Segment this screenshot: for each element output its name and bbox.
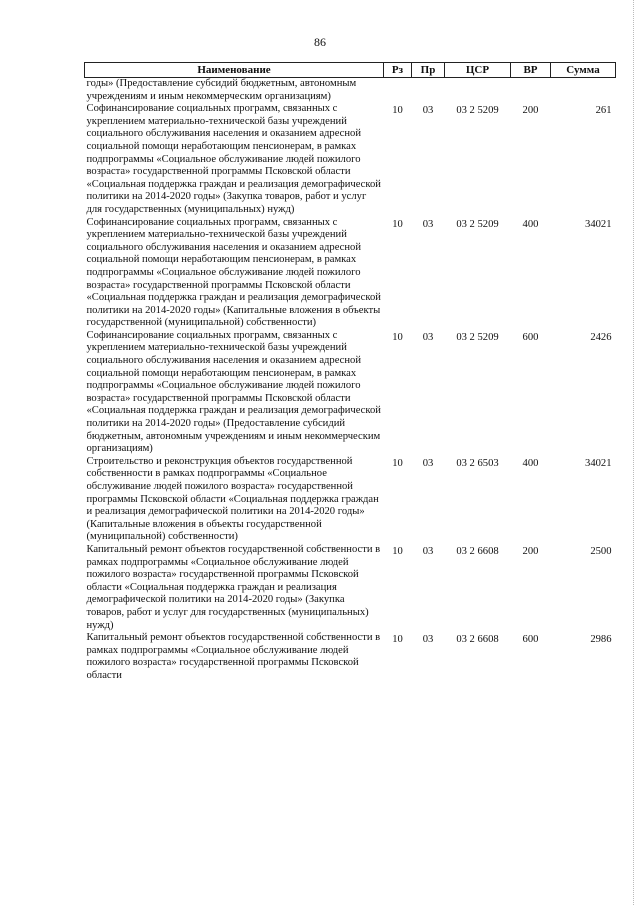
row-vr: 200 (522, 105, 539, 117)
table-row (85, 103, 616, 216)
budget-table (84, 62, 616, 683)
row-name: Строительство и реконструкция объектов государственной собственности в рамках подпрограммы «Социальное обслуживание людей пожилого возраста» государственной программы Псковской области «Социальная поддержка граждан и реализация демографической политики на 2014-2020 годы» (Капитальные вложения в объекты государственной (муниципальной) собственности) (86, 455, 379, 543)
row-csr: 03 2 6608 (456, 634, 499, 646)
row-sum: 34021 (585, 457, 612, 469)
row-sum: 34021 (585, 218, 612, 230)
row-rz: 10 (392, 545, 403, 557)
table-row (85, 632, 616, 682)
row-csr: 03 2 5209 (456, 331, 499, 343)
row-name: Софинансирование социальных программ, связанных с укреплением материально-технической базы учреждений социального обслуживания населения и оказанием адресной социальной помощи неработающим пенсионерам, в рамках подпрограммы «Социальное обслуживание людей пожилого возраста» государственной программы Псковской области «Социальная поддержка граждан и реализация демографической политики на 2014-2020 годы» (Предоставление субсидий бюджетным, автономным учреждениям и иным некоммерческим организациям) (86, 329, 381, 455)
row-sum: 2500 (590, 545, 612, 557)
row-sum: 2986 (590, 634, 612, 646)
row-rz: 10 (392, 105, 403, 117)
row-name: Капитальный ремонт объектов государственной собственности в рамках подпрограммы «Социальное обслуживание людей пожилого возраста» государственной программы Псковской области «Социальная поддержка граждан и реализация демографической политики на 2014-2020 годы» (Закупка товаров, работ и услуг для государственных (муниципальных) нужд) (86, 543, 381, 631)
continuation-row (85, 78, 616, 104)
row-rz: 10 (392, 331, 403, 343)
row-pr: 03 (422, 457, 434, 469)
table-row (85, 330, 616, 456)
row-csr: 03 2 5209 (456, 218, 499, 230)
row-csr: 03 2 5209 (456, 105, 499, 117)
row-vr: 600 (522, 634, 539, 646)
row-pr: 03 (422, 105, 434, 117)
row-pr: 03 (422, 634, 434, 646)
header-csr: ЦСР (445, 63, 511, 78)
header-vr: ВР (511, 63, 551, 78)
row-vr: 400 (522, 457, 539, 469)
row-vr: 600 (522, 331, 539, 343)
scan-edge-line (632, 0, 634, 905)
header-pr: Пр (412, 63, 445, 78)
table-row (85, 544, 616, 632)
table-row (85, 217, 616, 330)
row-vr: 400 (522, 218, 539, 230)
row-name: Софинансирование социальных программ, связанных с укреплением материально-технической базы учреждений социального обслуживания населения и оказанием адресной социальной помощи неработающим пенсионерам, в рамках подпрограммы «Социальное обслуживание людей пожилого возраста» государственной программы Псковской области «Социальная поддержка граждан и реализация демографической политики на 2014-2020 годы» (Капитальные вложения в объекты государственной (муниципальной) собственности) (86, 216, 381, 329)
row-sum: 261 (595, 105, 612, 117)
continuation-text: годы» (Предоставление субсидий бюджетным, автономным учреждениям и иным некоммерческим организациям) (86, 78, 357, 102)
row-rz: 10 (392, 218, 403, 230)
row-pr: 03 (422, 331, 434, 343)
header-name: Наименование (85, 63, 384, 78)
row-csr: 03 2 6503 (456, 457, 499, 469)
row-name: Капитальный ремонт объектов государственной собственности в рамках подпрограммы «Социальное обслуживание людей пожилого возраста» государственной программы Псковской области (86, 632, 381, 681)
row-sum: 2426 (590, 331, 612, 343)
row-rz: 10 (392, 457, 403, 469)
row-vr: 200 (522, 545, 539, 557)
page-number: 86 (314, 35, 326, 49)
row-pr: 03 (422, 218, 434, 230)
row-pr: 03 (422, 545, 434, 557)
header-rz: Рз (384, 63, 412, 78)
row-name: Софинансирование социальных программ, связанных с укреплением материально-технической базы учреждений социального обслуживания населения и оказанием адресной социальной помощи неработающим пенсионерам, в рамках подпрограммы «Социальное обслуживание людей пожилого возраста» государственной программы Псковской области «Социальная поддержка граждан и реализация демографической политики на 2014-2020 годы» (Закупка товаров, работ и услуг для государственных (муниципальных) нужд) (86, 103, 381, 215)
row-rz: 10 (392, 634, 403, 646)
table-header-row (85, 63, 616, 78)
table-row (85, 456, 616, 544)
header-sum: Сумма (551, 63, 616, 78)
row-csr: 03 2 6608 (456, 545, 499, 557)
